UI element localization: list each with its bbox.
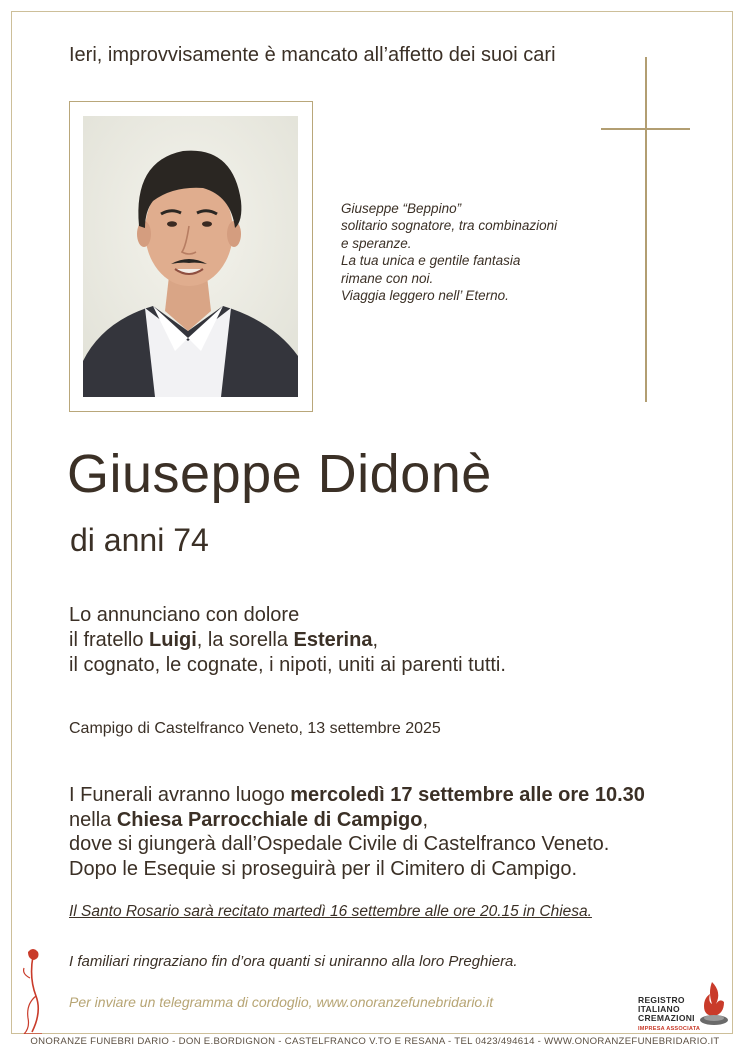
- funeral-line: Dopo le Esequie si proseguirà per il Cimitero di Campigo.: [69, 857, 578, 880]
- poem-line: Viaggia leggero nell’ Eterno.: [341, 288, 509, 304]
- deceased-name: Giuseppe Didonè: [67, 444, 492, 504]
- place-date: Campigo di Castelfranco Veneto, 13 settembre 2025: [69, 720, 441, 737]
- poem-line: solitario sognatore, tra combinazioni: [341, 218, 558, 234]
- logo-line: REGISTRO: [638, 995, 685, 1005]
- cremation-registry-logo: [638, 982, 730, 1032]
- text-fragment: ,: [422, 808, 429, 831]
- cross-icon-horizontal: [601, 128, 690, 130]
- text-fragment: , la sorella: [196, 629, 294, 651]
- funeral-line: [69, 808, 645, 833]
- funeral-line: dove si giungerà dall’Ospedale Civile di Castelfranco Veneto.: [69, 833, 610, 855]
- text-fragment: il fratello: [69, 629, 150, 651]
- footer-contact: ONORANZE FUNEBRI DARIO - DON E.BORDIGNON - CASTELFRANCO V.TO E RESANA - TEL 0423/494614 - WWW.ONORANZEFUNEBRIDARIO.IT: [30, 1036, 720, 1047]
- church-name: Chiesa Parrocchiale di Campigo: [116, 808, 423, 831]
- flower-icon: [20, 948, 46, 1039]
- poem-line: La tua unica e gentile fantasia: [341, 253, 521, 269]
- poem: [341, 200, 557, 304]
- poem-line: rimane con noi.: [341, 270, 434, 286]
- text-fragment: ,: [372, 629, 379, 651]
- logo-subtitle: IMPRESA ASSOCIATA: [638, 1026, 701, 1032]
- announcement-line: Lo annunciano con dolore: [69, 604, 300, 626]
- text-fragment: nella: [69, 808, 117, 831]
- poem-line: Giuseppe “Beppino”: [341, 201, 462, 216]
- portrait-illustration: [83, 116, 298, 397]
- logo-line: ITALIANO: [638, 1004, 680, 1014]
- logo-text: [638, 996, 695, 1023]
- logo-line: CREMAZIONI: [638, 1013, 695, 1023]
- funeral-datetime: mercoledì 17 settembre alle ore 10.30: [290, 784, 645, 806]
- sister-name: Esterina: [293, 629, 373, 651]
- telegram-link[interactable]: Per inviare un telegramma di cordoglio, www.onoranzefunebridario.it: [69, 994, 494, 1010]
- portrait-photo: [83, 116, 298, 397]
- thanks-note: I familiari ringraziano fin d’ora quanti si uniranno alla loro Preghiera.: [69, 953, 518, 970]
- cross-icon-vertical: [645, 57, 647, 402]
- portrait-frame: [69, 101, 313, 412]
- brother-name: Luigi: [149, 629, 197, 651]
- announcement: [69, 603, 506, 678]
- funeral-info: [69, 783, 645, 881]
- rosary-notice: Il Santo Rosario sarà recitato martedì 16 settembre alle ore 20.15 in Chiesa.: [69, 903, 592, 920]
- flame-urn-icon: [696, 982, 730, 1033]
- intro-line: Ieri, improvvisamente è mancato all’affetto dei suoi cari: [69, 44, 556, 66]
- announcement-line: [69, 628, 506, 653]
- poem-line: e speranze.: [341, 235, 412, 251]
- deceased-age: di anni 74: [70, 522, 209, 558]
- announcement-line: il cognato, le cognate, i nipoti, uniti ai parenti tutti.: [69, 654, 506, 676]
- text-fragment: I Funerali avranno luogo: [69, 784, 291, 806]
- funeral-line: [69, 783, 645, 808]
